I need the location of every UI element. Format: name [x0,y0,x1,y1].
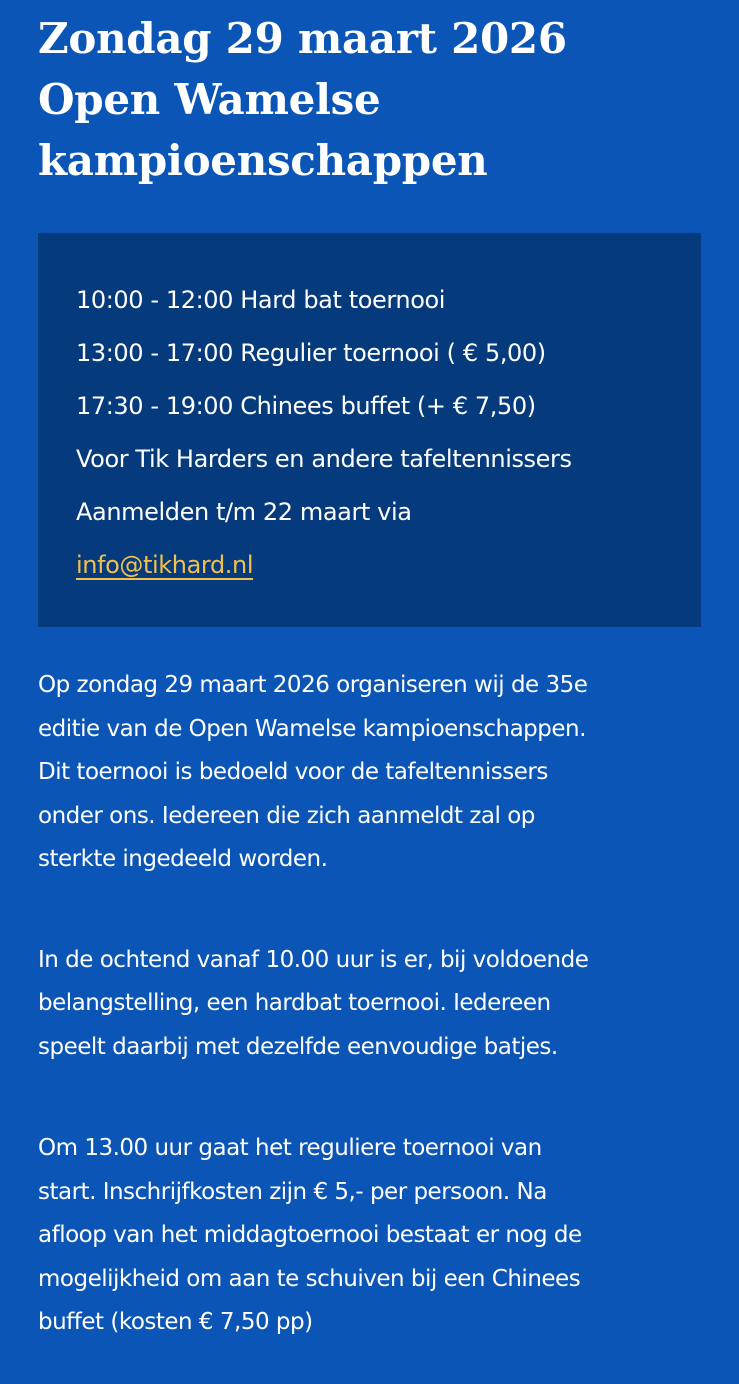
paragraph-line: mogelijkheid om aan te schuiven bij een Chinees [38,1265,581,1292]
registration-note: Aanmelden t/m 22 maart via [76,498,412,526]
paragraph-line: Dit toernooi is bedoeld voor de tafeltennissers [38,759,548,785]
schedule-regular: 13:00 - 17:00 Regulier toernooi ( € 5,00) [76,339,546,367]
paragraph-line: afloop van het middagtoernooi bestaat er nog de [38,1222,582,1248]
paragraph-line: Om 13.00 uur gaat het reguliere toernooi van [38,1135,542,1161]
page-title [38,0,701,191]
paragraph-line: Op zondag 29 maart 2026 organiseren wij de 35e [38,672,588,698]
paragraph-line: buffet (kosten € 7,50 pp) [38,1309,313,1335]
paragraph-line: sterkte ingedeeld worden. [38,846,328,872]
afternoon-paragraph [38,1127,701,1345]
morning-paragraph [38,939,701,1070]
schedule-info-box [38,233,701,627]
paragraph-line: onder ons. Iedereen die zich aanmeldt zal op [38,802,535,829]
paragraph-line: belangstelling, een hardbat toernooi. Iedereen [38,990,551,1016]
title-line-event-cont: kampioenschappen [38,136,488,185]
email-link[interactable]: info@tikhard.nl [76,551,254,579]
email-line [76,539,663,592]
schedule-hardbat: 10:00 - 12:00 Hard bat toernooi [76,286,446,314]
paragraph-line: In de ochtend vanaf 10.00 uur is er, bij voldoende [38,946,589,973]
schedule-buffet: 17:30 - 19:00 Chinees buffet (+ € 7,50) [76,392,536,420]
title-line-date: Zondag 29 maart 2026 [38,14,567,63]
audience-note: Voor Tik Harders en andere tafeltennissers [76,445,572,473]
paragraph-line: start. Inschrijfkosten zijn € 5,- per persoon. Na [38,1178,547,1205]
intro-paragraph [38,664,701,882]
paragraph-line: editie van de Open Wamelse kampioenschappen. [38,715,586,742]
title-line-event: Open Wamelse [38,75,381,124]
paragraph-line: speelt daarbij met dezelfde eenvoudige batjes. [38,1033,558,1060]
article-body [38,664,701,1345]
